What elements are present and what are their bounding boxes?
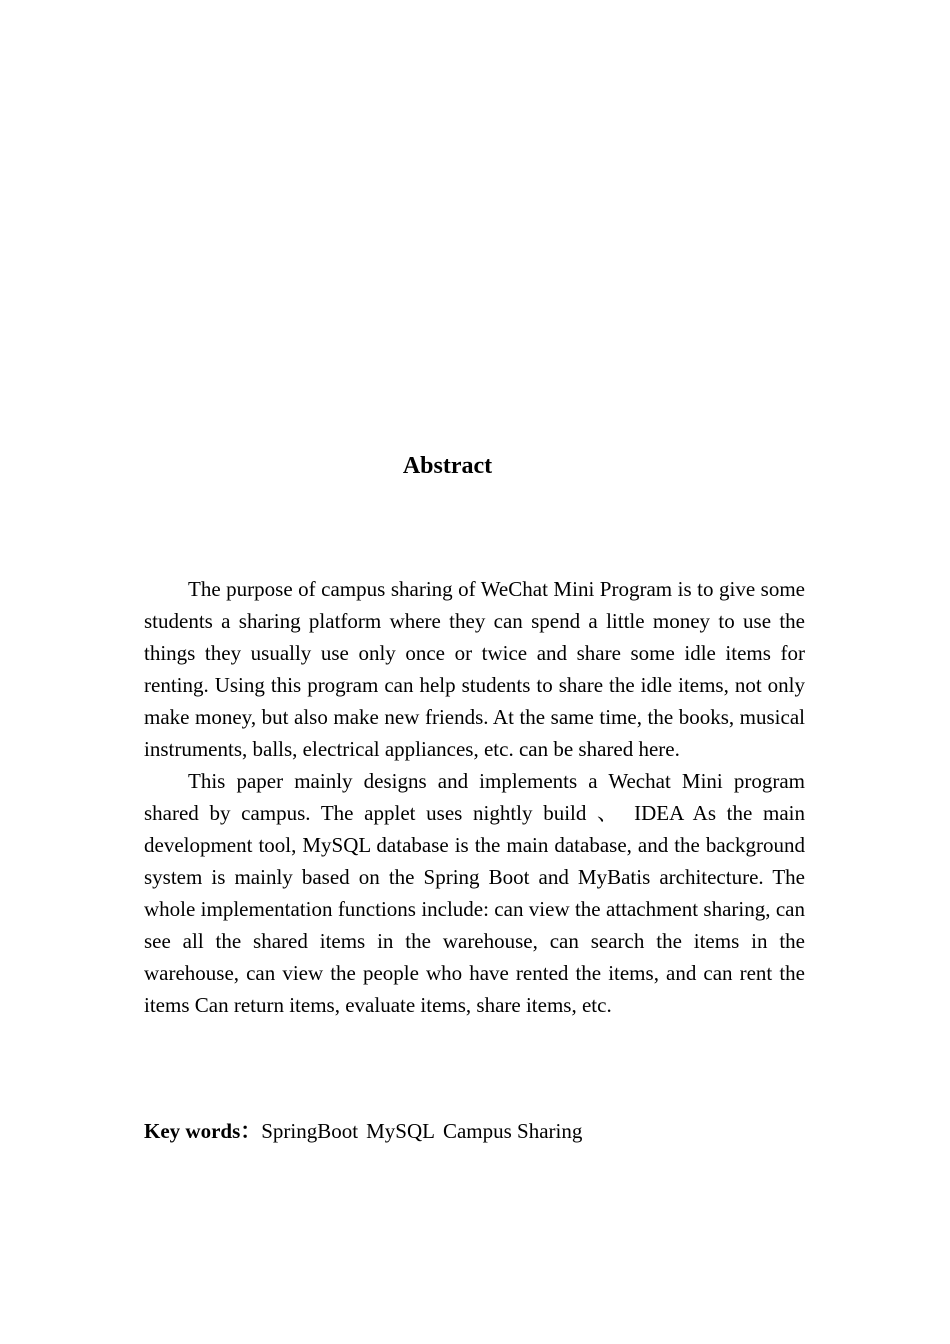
abstract-body xyxy=(144,573,805,1021)
keyword-1: SpringBoot xyxy=(261,1119,359,1143)
abstract-paragraph-2: This paper mainly designs and implements a Wechat Mini program shared by campus. The applet uses nightly build 、 IDEA As the main development tool, MySQL database is the main database, and the background system is mainly based on the Spring Boot and MyBatis architecture. The whole implementation functions include: can view the attachment sharing, can see all the shared items in the warehouse, can search the items in the warehouse, can view the people who have rented the items, and can rent the items Can return items, evaluate items, share items, etc. xyxy=(144,769,805,1017)
keywords-label: Key words： xyxy=(144,1119,262,1143)
keywords-line xyxy=(144,1115,805,1147)
abstract-title: Abstract xyxy=(402,453,493,479)
keyword-3: Campus Sharing xyxy=(442,1119,583,1143)
keyword-2: MySQL xyxy=(366,1119,435,1143)
abstract-paragraph-1: The purpose of campus sharing of WeChat Mini Program is to give some students a sharing platform where they can spend a little money to use the things they usually use only once or twice and share some idle items for renting. Using this program can help students to share the idle items, not only make money, but also make new friends. At the same time, the books, musical instruments, balls, electrical appliances, etc. can be shared here. xyxy=(144,577,805,761)
